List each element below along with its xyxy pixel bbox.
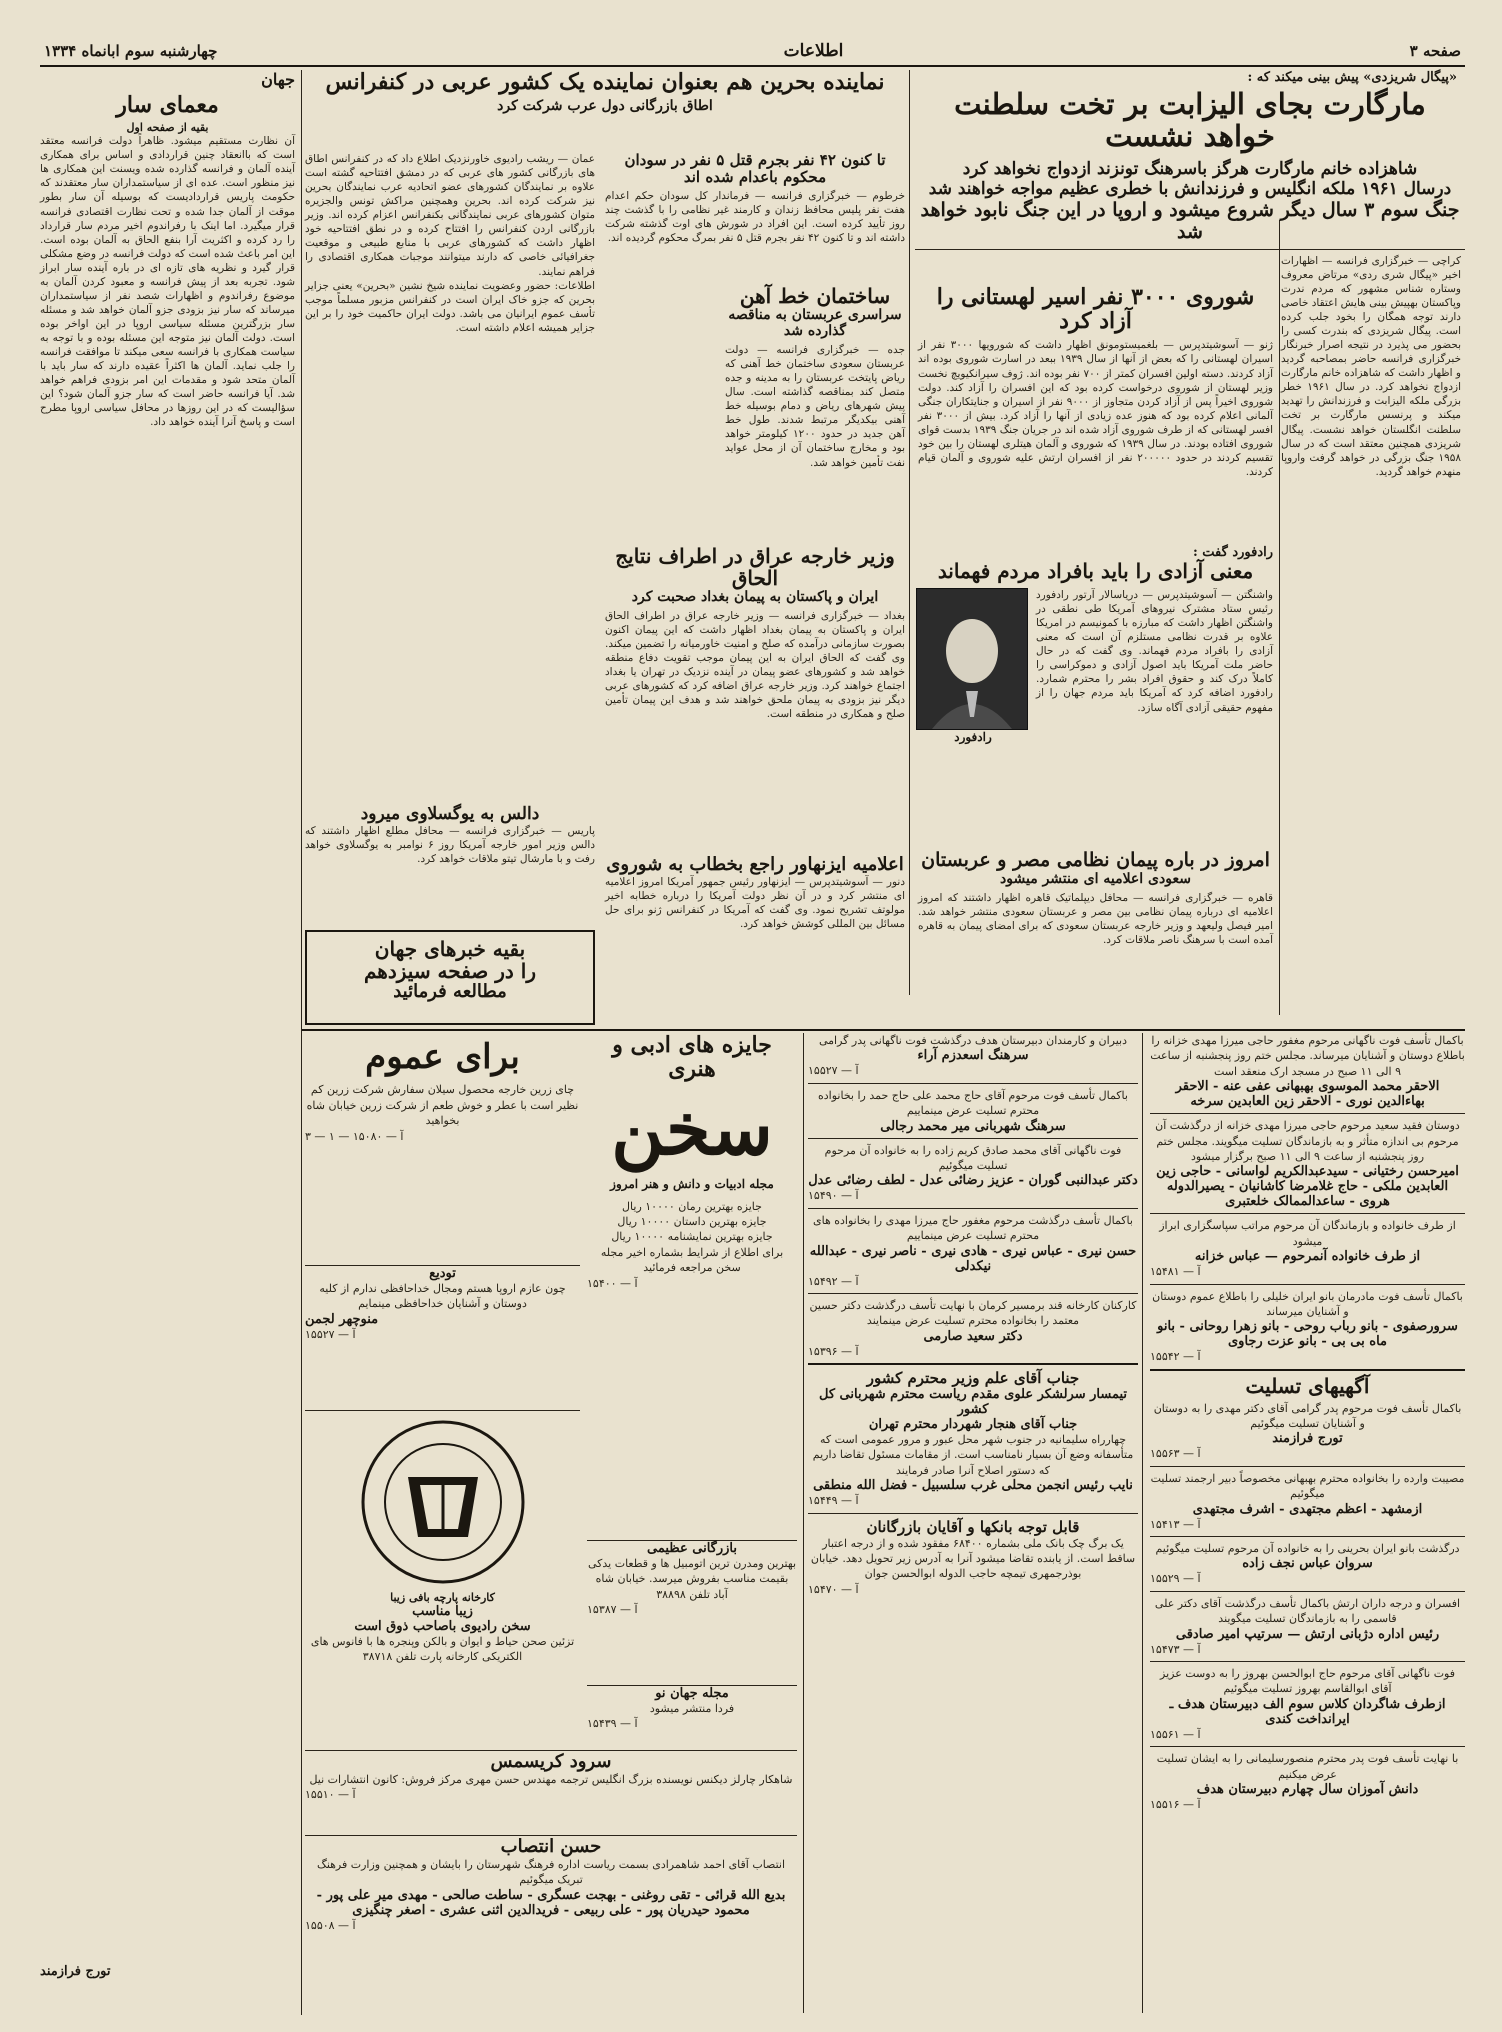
appointment-body: انتصاب آقای احمد شاهمرادی بسمت ریاست اداره فرهنگ شهرستان را بایشان و همچنین وزارت فرهنگ تبریک میگوئیم [313,1858,786,1887]
eisenhower-headline: اعلامیه ایزنهاور راجع بخطاب به شوروی [606,854,904,875]
jahan-intro: بقیه از صفحه اول [126,121,209,135]
bazargani-title: بازرگانی عظیمی [647,1541,737,1556]
appointment-names: بدیع الله قرائی - تقی روغنی - بهجت عسگری - ساطت صالحی - مهدی میر علی پور - محمود حیدریان پور - علی ربیعی - فریدالدین اثنی عشری - اصغر چنگیزی [312,1887,786,1918]
seal-text: کارخانه پارچه بافی زیبا [390,1591,495,1604]
radford-body: واشنگتن — آسوشیتدپرس — دریاسالار آرتور رادفورد رئیس ستاد مشترک نیروهای آمریکا طی نطقی در واشنگتن اظهار داشت که مبارزه با کمونیسم در امریکا علاوه بر قدرت نظامی مستلزم آن است که معنی آزادی را بافراد مردم فهماند. وی گفت که در حال حاضر ملت آمریکا باید اصول آزادی و دموکراسی را کاملاً درک کند و حقوق افراد بشر را محترم شمارد. رادفورد اضافه کرد که آمریکا باید مردم جهان را از مفهوم حقیقی آزادی آگاه سازد. [1032,589,1273,714]
public-body: چای زرین خارجه محصول سیلان سفارش شرکت زرین کم نظیر است با عطر و خوش طعم از شرکت زرین خیابان شاه بخواهید [303,1083,579,1128]
radford-photo [916,588,1028,730]
c3-body: فوت ناگهانی آقای محمد صادق کریم زاده را به خانواده آن مرحوم تسلیت میگوئیم [821,1143,1122,1172]
bahrain-header [305,70,905,150]
sokhan-logo: سخن [611,1086,773,1172]
magazine-title: مجله جهان نو [655,1686,729,1701]
magazine-body: فردا منتشر میشود [649,1702,735,1715]
c7-body: یک برگ چک بانک ملی بشماره ۶۸۴۰۰ مفقود شده و از درجه اعتبار ساقط است. از یابنده تقاضا میشود آنرا به آدرس زیر تحویل دهد. خیابان بوذرجمهری تیمچه حاجب الدوله ابوالحسن جوان [807,1536,1136,1581]
r3-body: از طرف خانواده و بازماندگان آن مرحوم مراتب سپاسگزاری ابراز میشود [1155,1219,1456,1248]
masthead [40,40,1465,67]
divider [808,1513,1138,1514]
t3-names: سروان عباس نجف زاده [1242,1556,1373,1572]
farewell-signature: منوچهر لجمن [305,1311,379,1327]
farewell-body: چون عازم اروپا هستم ومجال خداحافظی ندارم از کلیه دوستان و آشنایان خداحافظی مینمایم [315,1282,566,1311]
sokhan-ad [587,1033,797,1533]
dulles-body: پاریس — خبرگزاری فرانسه — محافل مطلع اظهار داشتند که دالس وزیر امور خارجه آمریکا روز ۶ نوامبر به یوگسلاوی خواهد رفت و با مارشال تیتو ملاقات خواهد کرد. [301,824,595,865]
book-code: آ — ۱۵۵۱۰ [305,1788,356,1802]
iraq-headline: وزیر خارجه عراق در اطراف نتایج الحاق [615,544,895,590]
farewell-ad [305,1265,580,1406]
margaret-sub1: شاهزاده خانم مارگارت هرگز باسرهنگ تونزند ازدواج نخواهد کرد [962,158,1418,179]
factory-seal-icon [358,1417,528,1587]
c6-sub: تیمسار سرلشکر علوی مقدم ریاست محترم شهربانی کل کشور [814,1387,1128,1418]
t2-body: مصیبت وارده را بخانواده محترم بهبهانی مخصوصاً دبیر ارجمند تسلیت میگوئیم [1147,1471,1465,1501]
condolence-column-middle [803,1033,1143,2013]
divider [808,1138,1138,1139]
more-news-headline: بقیه خبرهای جهان [374,937,526,961]
c6-names: نایب رئیس انجمن محلی غرب سلسبیل - فضل الله منطقی [813,1478,1133,1494]
divider [1150,1746,1465,1747]
dulles-article [301,804,595,925]
margaret-headline: مارگارت بجای الیزابت بر تخت سلطنت خواهد نشست [954,87,1426,153]
paper-name: اطلاعات [783,41,844,61]
divider [808,1293,1138,1294]
jahan-column [36,70,295,2010]
railway-body: جده — خبرگزاری فرانسه — دولت عربستان سعودی ساختمان خط آهنی که ریاض پایتخت عربستان را به مدینه و جده متصل کند بمناقصه گذاشته است. سال پیش شهرهای ریاض و دمام بوسیله خط آهنی بیکدیگر مرتبط شدند. طول خط آهن جدید در حدود ۱۲۰۰ کیلومتر خواهد بود و مخارج ساختمان آن از محل عواید نفت تأمین خواهد شد. [721,344,905,469]
magazine-code: آ — ۱۵۴۳۹ [587,1717,638,1731]
column-rule [909,70,910,995]
divider [808,1083,1138,1084]
radford-article [918,545,1273,840]
c4-names: حسن نیری - عباس نیری - هادی نیری - ناصر نیری - عبدالله نیکدلی [805,1243,1137,1274]
divider [808,1363,1138,1365]
r4-code: آ — ۱۵۵۴۲ [1150,1350,1201,1364]
r3-names: از طرف خانواده آنمرحوم — عباس خزانه [1194,1249,1421,1265]
margaret-kicker: «پیگال شریزدی» پیش بینی میکند که : [1247,70,1457,85]
c6-body: چهارراه سلیمانیه در جنوب شهر محل عبور و مرور عمومی است که متأسفانه وضع آن بسیار نامناسب است. از مقامات مسئول تقاضا داریم که دستور اصلاح آنرا صادر فرمایند [809,1433,1134,1477]
more-news-line2: را در صفحه سیزدهم [364,959,536,983]
appointment-title: حسن انتصاب [500,1836,602,1857]
magazine-ad [587,1685,797,1746]
bahrain-headline: نماینده بحرین هم بعنوان نماینده یک کشور عربی در کنفرانس [325,69,885,95]
ziba-sub: سخن رادیوی باصاحب ذوق است [354,1619,531,1634]
c6-sub2: جناب آقای هنجار شهردار محترم تهران [868,1417,1078,1433]
appointment-code: آ — ۱۵۵۰۸ [305,1918,356,1932]
t3-code: آ — ۱۵۵۲۹ [1150,1572,1201,1586]
divider [1150,1113,1465,1114]
t1-names: تورج فرازمند [1272,1431,1343,1447]
r1-body: باکمال تأسف فوت ناگهانی مرحوم مغفور حاجی میرزا مهدی خزانه را باطلاع دوستان و آشنایان میرساند. مجلس ختم روز پنجشنبه از ساعت ۹ الی ۱۱ صبح در مسجد ارک منعقد است [1146,1034,1465,1078]
jahan-body: آن نظارت مستقیم میشود. ظاهراً دولت فرانسه معتقد است که باانعقاد چنین قراردادی و اساس برای همکاری آینده آلمان و فرانسه گذارده شده ویسنت این همکاری ها نیز منظور است. عده ای از سیاستمداران سار معتقدند که حکومت پاریس قراردادیست که بوسیله آن سار بطور موقت از آلمان جدا شده و تحت نظارت اقتصادی فرانسه قرار میگیرد. اما اینک با رفراندوم اخیر مردم سار قرارداد را رد کرده و اکثریت آرا بنفع الحاق به آلمان بوده است. این امر باعث شده است که دولت فرانسه در وضع مشکلی قرار گیرد و نظریه های تازه ای در باره آینده سار ابراز شود. تجربه بعد از پیش فرانسه و معبود کردن آلمان به موضوع رفراندوم و اظهارات شصد نفر از سیاستمداران میرساند که سار نیز بزودی جزو آلمان خواهد شد و مسئله سار بزرگترین مسئله سیاسی اروپا در این اواخر بوده است. دولت آلمان نیز متوجه این مسئله بوده و با توجه به سیاست همکاری با فرانسه سعی میکند تا موافقت فرانسه را جلب نماید. آلمان ها اکثراً عقیده دارند که سار باید با آلمان متحد شود و مقدمات این امر بزودی فراهم خواهد شد. آیا فرانسه حاضر است که سار جزو آلمان شود؟ این سؤالیست که در این روزها در محافل سیاسی اروپا مطرح است و پاسخ آنرا آینده خواهد داد. [36,135,295,429]
c5-body: کارکنان کارخانه قند برمسیر کرمان با نهایت تأسف درگذشت دکتر حسین معتمد را بخانواده محترم تسلیت عرض مینمایند [806,1298,1137,1328]
divider [808,1208,1138,1209]
railway-sub: سراسری عربستان به مناقصه گذارده شد [728,307,902,339]
sokhan-sub: مجله ادبیات و دانش و هنر امروز [610,1176,774,1191]
egypt-body: قاهره — خبرگزاری فرانسه — محافل دیپلماتیک قاهره اظهار داشتند که امروز اعلامیه ای درباره پیمان نظامی بین مصر و عربستان سعودی منتشر خواهد شد. امیر فیصل ولیعهد و وزیر خارجه عربستان سعودی که برای امضای پیمان به قاهره آمده است با سرهنگ ناصر ملاقات کرد. [914,891,1273,947]
c1-names: سرهنگ اسعدزم آراء [917,1048,1029,1064]
bahrain-sub: اطاق بازرگانی دول عرب شرکت کرد [497,98,713,115]
r2-body: دوستان فقید سعید مرحوم حاجی میرزا مهدی خزانه از درگذشت آن مرحوم بی اندازه متأثر و به بازماندگان تسلیت میگویند. مجلس ختم روز پنجشنبه از ساعت ۹ الی ۱۱ صبح برگزار میشود [1151,1119,1460,1163]
sokhan-body: جایزه بهترین رمان ۱۰۰۰۰ ریال جایزه بهترین داستان ۱۰۰۰۰ ریال جایزه بهترین نمایشنامه ۱۰۰۰۰ ریال برای اطلاع از شرایط بشماره اخیر مجله سخن مراجعه فرمائید [600,1199,784,1275]
divider [1150,1284,1465,1285]
book-ad [305,1750,797,1831]
bahrain-body-box [305,152,595,802]
sokhan-title: جایزه های ادبی و هنری [612,1032,772,1083]
sudan-headline: تا کنون ۴۲ نفر بجرم قتل ۵ نفر در سودان محکوم باعدام شده اند [624,151,886,186]
t5-code: آ — ۱۵۵۶۱ [1150,1727,1201,1741]
r4-body: باکمال تأسف فوت مادرمان بانو ایران خلیلی را باطلاع عموم دوستان و آشنایان میرساند [1148,1289,1463,1318]
egypt-headline: امروز در باره پیمان نظامی مصر و عربستان [921,849,1270,871]
farewell-title: توديع [429,1266,456,1281]
c3-code: آ — ۱۵۴۹۰ [808,1189,859,1203]
egypt-article [914,849,1273,1020]
iraq-article [601,544,905,845]
c5-code: آ — ۱۵۳۹۶ [808,1344,859,1358]
t5-names: ازطرف شاگردان کلاس سوم الف دبیرستان هدف ـ ایرانداخت کندی [1164,1696,1446,1727]
t2-code: آ — ۱۵۴۱۳ [1150,1517,1201,1531]
sudan-article [601,151,905,282]
ziba-body: تزئین صحن حیاط و ایوان و بالکن وپنجره ها با فانوس های الکتریکی کارخانه پارت تلفن ۳۸۷۱۸ [307,1635,575,1664]
bazargani-code: آ — ۱۵۳۸۷ [587,1603,638,1617]
newspaper-page [36,40,1465,2015]
t4-names: رئیس اداره دژبانی ارتش — سرتیپ امیر صادقی [1175,1626,1440,1642]
t3-body: درگذشت بانو ایران بحرینی را به خانواده آن مرحوم تسلیت میگوئیم [1155,1542,1460,1556]
section-divider [302,1029,1465,1031]
c3-names: دکتر عبدالنبی گوران - عزیز رضائی عدل - لطف رضائی عدل [808,1173,1138,1189]
t4-body: افسران و درجه داران ارتش باکمال تأسف درگذشت آقای دکتر علی قاسمی را به بازماندگان تسلیت میگویند [1151,1596,1461,1626]
tasliyat-title: آگهیهای تسلیت [1245,1373,1370,1398]
c5-names: دکتر سعید صارمی [923,1328,1023,1344]
soviet-article [914,284,1274,525]
t5-body: فوت ناگهانی آقای مرحوم حاج ابوالحسن بهروز را به دوست عزیز آقای ابوالقاسم بهروز تسلیت میگوئیم [1156,1666,1455,1696]
c6-code: آ — ۱۵۴۴۹ [808,1494,859,1508]
issue-date: چهارشنبه سوم ابانماه ۱۳۳۴ [44,42,218,60]
book-title: سرود کریسمس [490,1751,612,1772]
ziba-title: زیبا مناسب [412,1604,473,1619]
more-news-line3: مطالعه فرمائید [393,981,507,1002]
jahan-title: معمای سار [116,92,219,118]
c1-body: دبیران و کارمندان دبیرستان هدف درگذشت فوت ناگهانی پدر گرامی [819,1034,1127,1047]
egypt-sub: سعودی اعلامیه ای منتشر میشود [1000,870,1191,887]
bahrain-body: عمان — ریشب رادیوی خاورنزدیک اطلاع داد که در کنفرانس اطاق های بازرگانی کشور های عربی که در دمشق افتتاحیه گشته است علاوه بر نمایندگان کشورهای عضو اتحادیه عرب نمایندگان بحرین نیز شرکت کرده اند. بحرین وهمچنین مراکش تونس والجزیره متوان کشورهای عربی نمایندگانی بکنفرانس اعزام کرده اند. وزیر بازرگانی اردن کنفرانس را افتتاح کرده و در نطق افتتاحیه خود اظهار داشت که کشورهای عربی با منابع طبیعی و موقعیت جغرافیائی خاصی که دارند میتوانند موجبات همکاری اقتصادی را فراهم نمایند. اطلاعات: حضور وعضویت نماینده شیخ نشین «بحرین» یعنی جزایر بحرین که جزو خاک ایران است در کنفرانس مزبور مسلماً موجب تأسف عموم ایرانیان می باشد. دولت ایران حاکمیت خود را بر این جزایر همیشه اعلام داشته است. [305,153,595,334]
t6-code: آ — ۱۵۵۱۶ [1150,1797,1201,1811]
c2-body: باکمال تأسف فوت مرحوم آقای حاج محمد علی حاج حمد را بخانواده محترم تسلیت عرض مینماییم [814,1088,1128,1118]
r3-code: آ — ۱۵۴۸۱ [1150,1265,1201,1279]
r1-names: الاحقر محمد الموسوی بهبهانی عفی عنه - الاحقر بهاءالدین نوری - الاحقر زین العابدین سرخه [1171,1079,1440,1110]
sudan-body: خرطوم — خبرگزاری فرانسه — فرماندار کل سودان حکم اعدام هفت نفر پلیس محافظ زندان و کارمند غیر نظامی را با گذشت چند روز تأیید کرده است. این افراد در شورش های اوت گذشته شرکت داشته اند و تا کنون ۴۲ نفر بجرم قتل ۵ نفر بمرگ محکوم گردیده اند. [601,190,905,245]
t6-names: دانش آموزان سال چهارم دبیرستان هدف [1196,1781,1419,1797]
eisenhower-article [601,854,905,1025]
soviet-headline: شوروی ۳۰۰۰ نفر اسیر لهستانی را آزاد کرد [936,284,1255,335]
page-number: صفحه ۳ [1409,42,1461,60]
public-ad [305,1033,580,1263]
margaret-sub2: درسال ۱۹۶۱ ملکه انگلیس و فرزندانش با خطری عظیم مواجه خواهند شد [928,178,1452,199]
soviet-body: ژنو — آسوشیتدپرس — بلغمیستومونق اظهار داشت که شورویها ۳۰۰۰ نفر از اسیران لهستانی را که بعض از آنها از سال ۱۹۳۹ ببعد در اسارت شوروی بوده اند آزاد کردند. دسته اولین افسران کمتر از ۷۰۰ نفر بوده اند. ژوف سیرانکیویچ نخست وزیر لهستان از شوروی درخواست کرده بود که این افسران را آزاد کند. دولت شوروی اخیراً پس از آزاد کردن متجاوز از ۹۰۰۰ نفر از اسیران و جنایتکاران جنگی آلمانی اعلام کرده بود که هنوز عده زیادی از آنها را آزاد کرد. بیش از ۳۰۰۰ نفر افسر لهستانی که از طرف شوروی آزاد شده اند در جریان جنگ ۱۹۳۹ بدست قوای شوروی افتاده بودند. در سال ۱۹۳۹ که شوروی و آلمان هیتلری لهستان را بین خود تقسیم کردند در حدود ۲۰۰۰۰۰ نفر از افسران ارتش علیه شوروی و آلمان قیام کردند. [914,339,1274,478]
c6-title: جناب آقای علم وزیر محترم کشور [866,1369,1080,1388]
divider [1150,1661,1465,1662]
bazargani-ad [584,1540,797,1681]
c2-names: سرهنگ شهربانی میر محمد رجالی [880,1118,1066,1134]
jahan-label: جهان [261,70,295,89]
c7-title: قابل توجه بانکها و آقایان بازرگانان [866,1517,1080,1536]
column-rule [301,70,302,2015]
public-title: برای عموم [365,1037,520,1077]
condolence-column-right [1146,1033,1465,2013]
r4-names: سرورصفوی - بانو رباب روحی - بانو زهرا روحانی - بانو ماه بی بی - بانو عزت رجاوی [1152,1319,1458,1350]
iraq-body: بغداد — خبرگزاری فرانسه — وزیر خارجه عراق در اطراف الحاق ایران و پاکستان به پیمان بغداد اظهار داشت که این پیمان اکنون بصورت سازمانی درآمده که صلح و امنیت خاورمیانه را تضمین میکند. وی گفت که الحاق ایران به این پیمان موجب تقویت دفاع منطقه خواهد شد و کشورهای عضو پیمان در آینده نزدیک در تهران یا بغداد اجتماع خواهند کرد. وزیر خارجه عراق اضافه کرد که کشورهای عربی دیگر نیز بزودی به پیمان ملحق خواهند شد و هدف این پیمان تأمین صلح و همکاری در منطقه است. [601,610,905,721]
t4-code: آ — ۱۵۴۷۳ [1150,1642,1201,1656]
iraq-sub: ایران و پاکستان به پیمان بغداد صحبت کرد [631,589,879,605]
radford-headline: معنی آزادی را باید بافراد مردم فهماند [937,559,1254,583]
radford-kicker: رادفورد گفت : [1192,545,1273,560]
c4-body: باکمال تأسف درگذشت مرحوم مغفور حاج میرزا مهدی را بخانواده های محترم تسلیت عرض مینماییم [809,1213,1133,1243]
margaret-body: کراچی — خبرگزاری فرانسه — اظهارات اخیر «پیگال شری ردی» مرتاض معروف وستاره شناس مشهور که مردم ندرت وپاکستان بهپیش بینی هایش اعتقاد خاصی دارند توجه همگان را بخود جلب کرده است. پیگال شریزدی که بندرت کسی را بحضور می پذیرد در نتیجه اصرار خبرنگار خبرگزاری فرانسه حاضر بمصاحبه گردید و اظهار داشت که شاهزاده خانم مارگارت ازدواج نخواهد کرد. در سال ۱۹۶۱ خطر بزرگی ملکه الیزابت و فرزندانش را تهدید میکند و پرنسس مارگارت بر تخت سلطنت انگلستان خواهد نشست. پیگال شریزدی همچنین معتقد است که در سال ۱۹۵۸ جنگ بزرگی در خواهد گرفت واروپا منهدم خواهد گردید. [1277,254,1461,478]
railway-headline: ساختمان خط آهن [739,284,891,308]
farewell-code: آ — ۱۵۵۲۷ [305,1327,356,1341]
eisenhower-body: دنور — آسوشیتدپرس — ایزنهاور رئیس جمهور آمریکا امروز اعلامیه ای منتشر کرد و در آن نظر دولت آمریکا را درباره خطابه اخیر مولوتف تشریح نمود. وی گفت که آمریکا در کنفرانس ژنو برای حل مسائل بین المللی کوشش خواهد کرد. [601,875,905,930]
divider [1150,1466,1465,1467]
margaret-sub3: جنگ سوم ۳ سال دیگر شروع میشود و اروپا در این جنگ نابود خواهد شد [920,198,1460,243]
appointment-ad [305,1835,797,2014]
t1-body: باکمال تأسف فوت مرحوم پدر گرامی آقای دکتر مهدی را به دوستان و آشنایان تسلیت میگوئیم [1150,1401,1462,1431]
jahan-signature: تورج فرازمند [40,1964,111,1980]
t1-code: آ — ۱۵۵۶۳ [1150,1447,1201,1461]
t2-names: ازمشهد - اعظم مجتهدی - اشرف مجتهدی [1192,1501,1423,1517]
portrait-image [922,599,1022,729]
t6-body: با نهایت تأسف فوت پدر محترم منصورسلیمانی را به ایشان تسلیت عرض میکنیم [1153,1752,1459,1781]
sokhan-code: آ — ۱۵۴۰۰ [587,1276,638,1290]
bazargani-body: بهترین ومدرن ترین اتومبیل ها و قطعات یدکی بقیمت مناسب بفروش میرسد. خیابان شاه آباد تلفن ۳۸۸۹۸ [584,1557,797,1601]
c1-code: آ — ۱۵۵۲۷ [808,1064,859,1078]
divider [1150,1536,1465,1537]
c7-code: آ — ۱۵۴۷۰ [808,1582,859,1596]
divider [1150,1213,1465,1214]
more-news-box [305,930,595,1025]
book-body: شاهکار چارلز دیکنس نویسنده بزرگ انگلیس ترجمه مهندس حسن مهری مرکز فروش: کانون انتشارات نیل [309,1773,793,1786]
divider [1150,1591,1465,1592]
railway-article [721,284,905,535]
public-code: آ — ۱۵۰۸۰ — ۱ — ۳ [305,1129,404,1143]
dulles-headline: دالس به یوگسلاوی میرود [360,804,540,824]
divider [915,249,1465,250]
ziba-ad [305,1410,580,1711]
divider [1150,1369,1465,1371]
c4-code: آ — ۱۵۴۹۲ [808,1274,859,1288]
r2-names: امیرحسن رختیانی - سیدعبدالکریم لواسانی - حاجی زین العابدین ملکی - حاج غلامرضا کاشانیان - یصیرالدوله هروی - ساعدالممالک خلعتبری [1151,1164,1459,1210]
radford-caption: رادفورد [954,730,992,744]
